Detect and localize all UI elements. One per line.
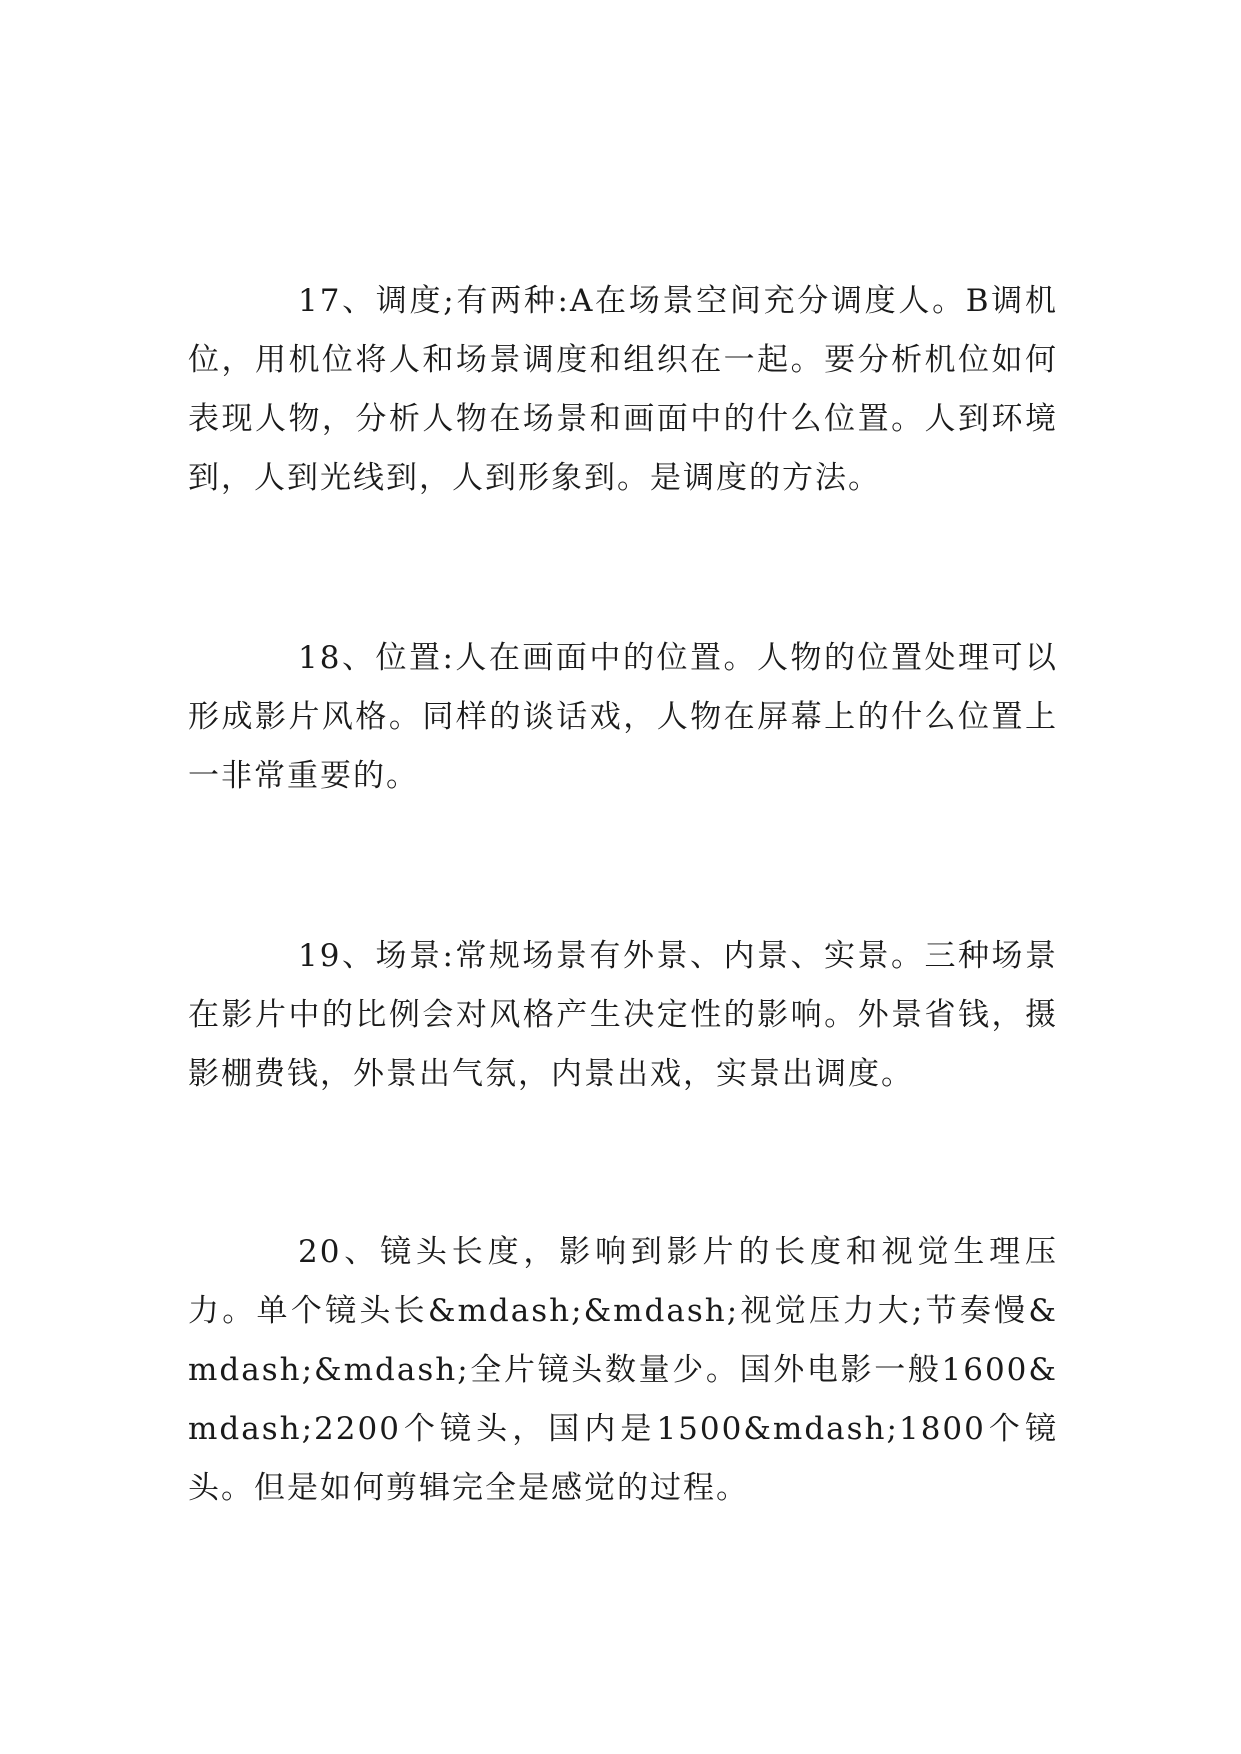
paragraph-18: 18、位置:人在画面中的位置。人物的位置处理可以形成影片风格。同样的谈话戏，人物在屏幕上的什么位置上一非常重要的。 xyxy=(188,640,1058,794)
paragraph-17: 17、调度;有两种:A在场景空间充分调度人。B调机位，用机位将人和场景调度和组织在一起。要分析机位如何表现人物，分析人物在场景和画面中的什么位置。人到环境到，人到光线到，人到形象到。是调度的方法。 xyxy=(188,283,1058,496)
paragraph-20: 20、镜头长度，影响到影片的长度和视觉生理压力。单个镜头长&mdash;&mdash;视觉压力大;节奏慢&mdash;&mdash;全片镜头数量少。国外电影一般1600&mdash;2200个镜头，国内是1500&mdash;1800个镜头。但是如何剪辑完全是感觉的过程。 xyxy=(188,1234,1058,1506)
paragraph-19: 19、场景:常规场景有外景、内景、实景。三种场景在影片中的比例会对风格产生决定性的影响。外景省钱，摄影棚费钱，外景出气氛，内景出戏，实景出调度。 xyxy=(188,938,1058,1092)
